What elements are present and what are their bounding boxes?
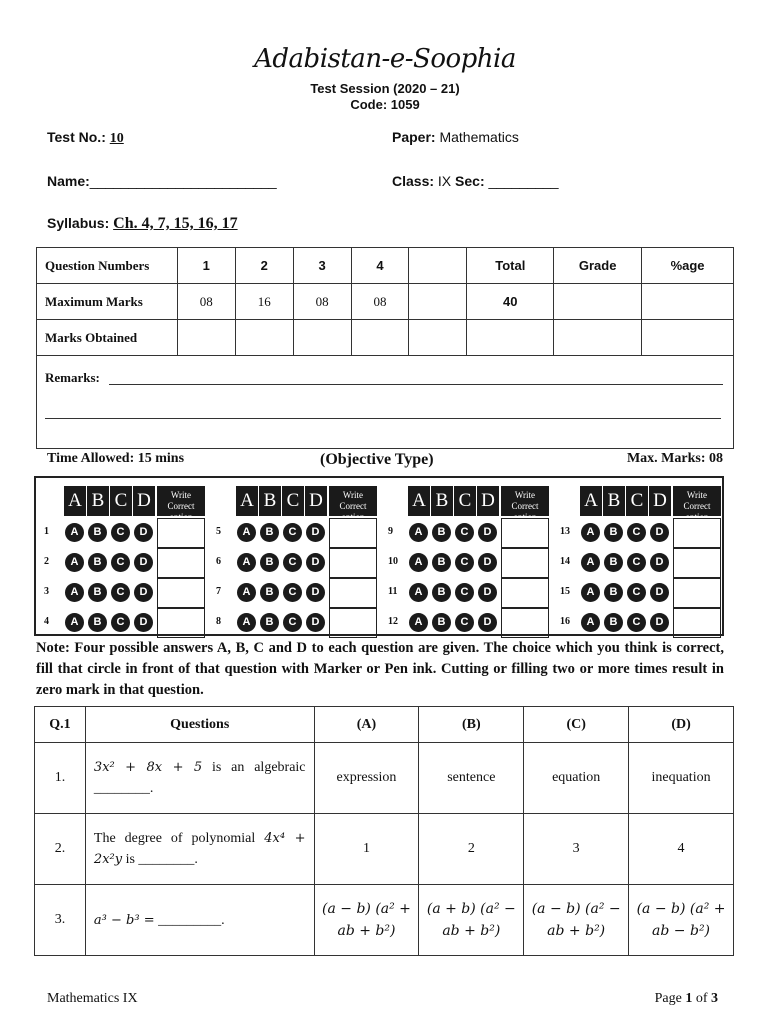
grade-cell: [554, 284, 642, 320]
answer-row: [214, 518, 378, 548]
answer-group: [42, 484, 206, 634]
test-session: Test Session (2020 – 21): [310, 81, 460, 96]
remarks-line: [109, 384, 723, 385]
option-a: (a − b) (a² + ab + b²): [314, 885, 419, 956]
question-row: [35, 885, 734, 956]
answer-bubble-c[interactable]: C: [455, 523, 474, 542]
test-no-value: 10: [109, 131, 124, 146]
header-option-b: (B): [419, 707, 524, 743]
time-allowed: Time Allowed: 15 mins: [47, 451, 185, 466]
remarks-line: [45, 418, 721, 419]
answer-bubble-b[interactable]: B: [604, 553, 623, 572]
answer-bubble-b[interactable]: B: [432, 613, 451, 632]
option-c: (a − b) (a² − ab + b²): [524, 885, 629, 956]
obtained-percentage-cell[interactable]: [642, 320, 734, 356]
write-correct-option-box[interactable]: [673, 548, 721, 578]
max-mark-cell: 08: [293, 284, 351, 320]
maximum-marks-row: [37, 284, 734, 320]
answer-question-number: 12: [388, 616, 398, 627]
answer-bubble-b[interactable]: B: [432, 583, 451, 602]
max-mark-cell: [409, 284, 467, 320]
answer-bubble-b[interactable]: B: [88, 613, 107, 632]
answer-bubble-b[interactable]: B: [260, 583, 279, 602]
question-row: [35, 814, 734, 885]
answer-question-number: 8: [216, 616, 221, 627]
answer-bubble-d[interactable]: D: [650, 583, 669, 602]
write-correct-option-header: Write Correct option: [501, 486, 549, 516]
qnum-cell: 2: [235, 248, 293, 284]
answer-bubble-b[interactable]: B: [604, 583, 623, 602]
answer-question-number: 9: [388, 526, 393, 537]
answer-bubble-c[interactable]: C: [455, 583, 474, 602]
answer-bubble-c[interactable]: C: [627, 583, 646, 602]
answer-row: [386, 608, 550, 638]
answer-row: [214, 578, 378, 608]
write-correct-option-box[interactable]: [157, 608, 205, 638]
obtained-grade-cell[interactable]: [554, 320, 642, 356]
option-letter: C: [454, 486, 476, 516]
option-letter: D: [133, 486, 155, 516]
answer-bubble-d[interactable]: D: [134, 613, 153, 632]
answer-bubble-a[interactable]: A: [581, 583, 600, 602]
answer-row: [214, 608, 378, 638]
answer-bubble-a[interactable]: A: [65, 583, 84, 602]
answer-bubble-c[interactable]: C: [627, 553, 646, 572]
option-letter: D: [649, 486, 671, 516]
option-letter: C: [110, 486, 132, 516]
answer-bubble-d[interactable]: D: [134, 553, 153, 572]
obtained-cell[interactable]: [177, 320, 235, 356]
remarks-cell[interactable]: [37, 356, 734, 449]
footer-subject: Mathematics IX: [47, 991, 138, 1006]
question-numbers-label: Question Numbers: [37, 248, 178, 284]
answer-question-number: 13: [560, 526, 570, 537]
option-letter: D: [305, 486, 327, 516]
answer-bubble-b[interactable]: B: [260, 553, 279, 572]
option-b: (a + b) (a² − ab + b²): [419, 885, 524, 956]
answer-bubble-a[interactable]: A: [65, 553, 84, 572]
option-d: 4: [629, 814, 734, 885]
remarks-label: Remarks:: [45, 370, 100, 385]
remarks-row: [37, 356, 734, 449]
marks-obtained-row: [37, 320, 734, 356]
marks-obtained-label: Marks Obtained: [37, 320, 178, 356]
option-letter: D: [477, 486, 499, 516]
obtained-cell[interactable]: [293, 320, 351, 356]
write-correct-option-box[interactable]: [157, 518, 205, 548]
answer-row: [214, 548, 378, 578]
header-option-a: (A): [314, 707, 419, 743]
answer-bubble-b[interactable]: B: [88, 553, 107, 572]
max-mark-cell: 08: [177, 284, 235, 320]
question-number: 1.: [35, 743, 86, 814]
header-option-d: (D): [629, 707, 734, 743]
question-text: a³ − b³ = _________.: [85, 885, 314, 956]
option-letter: B: [87, 486, 109, 516]
answer-bubble-a[interactable]: A: [65, 523, 84, 542]
header-option-c: (C): [524, 707, 629, 743]
answer-bubble-c[interactable]: C: [111, 613, 130, 632]
answer-bubble-a[interactable]: A: [409, 523, 428, 542]
write-correct-option-box[interactable]: [501, 578, 549, 608]
page-number: Page 1 of 3: [654, 991, 718, 1006]
name-field[interactable]: Name:________________________: [47, 173, 277, 189]
answer-question-number: 3: [44, 586, 49, 597]
option-a: expression: [314, 743, 419, 814]
answer-bubble-a[interactable]: A: [409, 553, 428, 572]
answer-bubble-c[interactable]: C: [627, 613, 646, 632]
answer-question-number: 14: [560, 556, 570, 567]
qnum-cell: 3: [293, 248, 351, 284]
answer-question-number: 15: [560, 586, 570, 597]
qnum-cell: 1: [177, 248, 235, 284]
option-d: inequation: [629, 743, 734, 814]
answer-question-number: 4: [44, 616, 49, 627]
answer-bubble-d[interactable]: D: [478, 553, 497, 572]
option-b: sentence: [419, 743, 524, 814]
answer-bubble-a[interactable]: A: [237, 583, 256, 602]
obtained-cell[interactable]: [409, 320, 467, 356]
answer-row: [386, 518, 550, 548]
answer-bubble-a[interactable]: A: [409, 613, 428, 632]
answer-bubble-d[interactable]: D: [306, 523, 325, 542]
option-c: 3: [524, 814, 629, 885]
write-correct-option-box[interactable]: [501, 548, 549, 578]
answer-bubble-d[interactable]: D: [306, 553, 325, 572]
option-letters-header: [408, 486, 500, 516]
answer-bubble-b[interactable]: B: [260, 613, 279, 632]
answer-question-number: 11: [388, 586, 398, 597]
option-b: 2: [419, 814, 524, 885]
max-mark-cell: 16: [235, 284, 293, 320]
option-letter: B: [431, 486, 453, 516]
option-letter: B: [603, 486, 625, 516]
write-correct-option-header: Write Correct option: [673, 486, 721, 516]
answer-bubble-c[interactable]: C: [455, 553, 474, 572]
question-number: 2.: [35, 814, 86, 885]
answer-row: [558, 548, 722, 578]
write-correct-option-box[interactable]: [329, 608, 377, 638]
percentage-header: %age: [642, 248, 734, 284]
test-no: Test No.: 10: [47, 129, 124, 146]
write-correct-option-box[interactable]: [673, 518, 721, 548]
answer-bubble-a[interactable]: A: [237, 553, 256, 572]
syllabus-value: Ch. 4, 7, 15, 16, 17: [113, 215, 238, 232]
write-correct-option-box[interactable]: [157, 548, 205, 578]
header-qnum: Q.1: [35, 707, 86, 743]
answer-bubble-d[interactable]: D: [306, 613, 325, 632]
obtained-cell[interactable]: [351, 320, 409, 356]
qnum-cell: 4: [351, 248, 409, 284]
answer-row: [386, 548, 550, 578]
answer-question-number: 2: [44, 556, 49, 567]
answer-question-number: 10: [388, 556, 398, 567]
answer-bubble-c[interactable]: C: [111, 523, 130, 542]
answer-group: [386, 484, 550, 634]
objective-max-marks: Max. Marks: 08: [626, 451, 723, 466]
paper-value: Mathematics: [439, 129, 519, 145]
answer-question-number: 5: [216, 526, 221, 537]
write-correct-option-box[interactable]: [673, 608, 721, 638]
answer-bubble-b[interactable]: B: [260, 523, 279, 542]
answer-row: [42, 548, 206, 578]
write-correct-option-header: Write Correct option: [157, 486, 205, 516]
total-marks-cell: 40: [467, 284, 554, 320]
question-numbers-row: [37, 248, 734, 284]
answer-bubble-b[interactable]: B: [604, 523, 623, 542]
answer-bubble-b[interactable]: B: [88, 523, 107, 542]
test-code: Code: 1059: [350, 97, 420, 112]
write-correct-option-box[interactable]: [329, 578, 377, 608]
question-row: [35, 743, 734, 814]
option-letter: C: [626, 486, 648, 516]
answer-row: [42, 518, 206, 548]
option-letters-header: [236, 486, 328, 516]
percentage-cell: [642, 284, 734, 320]
write-correct-option-box[interactable]: [501, 518, 549, 548]
max-mark-cell: 08: [351, 284, 409, 320]
class-sec: Class: IX Sec: _________: [392, 173, 559, 189]
class-value: IX: [437, 173, 452, 189]
instructions-note: Note: Four possible answers A, B, C and D to each question are given. The choice which you think is correct, fill that circle in front of that question with Marker or Pen ink. Cutting or filling two or more times result in zero mark in that question.: [36, 640, 724, 698]
answer-bubble-c[interactable]: C: [111, 583, 130, 602]
option-letter: A: [408, 486, 430, 516]
write-correct-option-box[interactable]: [157, 578, 205, 608]
answer-question-number: 16: [560, 616, 570, 627]
write-correct-option-box[interactable]: [329, 548, 377, 578]
syllabus: Syllabus: Ch. 4, 7, 15, 16, 17: [47, 215, 238, 232]
answer-row: [558, 518, 722, 548]
answer-question-number: 1: [44, 526, 49, 537]
answer-sheet: [34, 476, 724, 636]
write-correct-option-box[interactable]: [673, 578, 721, 608]
question-text: 3x² + 8x + 5 is an algebraic ________.: [85, 743, 314, 814]
sec-field[interactable]: _________: [488, 173, 559, 189]
answer-group: [558, 484, 722, 634]
grade-header: Grade: [554, 248, 642, 284]
answer-bubble-c[interactable]: C: [111, 553, 130, 572]
answer-bubble-a[interactable]: A: [581, 553, 600, 572]
answer-bubble-a[interactable]: A: [581, 613, 600, 632]
option-letter: C: [282, 486, 304, 516]
answer-group: [214, 484, 378, 634]
answer-bubble-d[interactable]: D: [306, 583, 325, 602]
option-letter: B: [259, 486, 281, 516]
answer-bubble-c[interactable]: C: [283, 523, 302, 542]
marks-table: [36, 247, 734, 449]
answer-bubble-a[interactable]: A: [65, 613, 84, 632]
write-correct-option-box[interactable]: [501, 608, 549, 638]
answer-bubble-b[interactable]: B: [88, 583, 107, 602]
questions-table: [34, 706, 734, 956]
option-letter: A: [580, 486, 602, 516]
answer-bubble-c[interactable]: C: [627, 523, 646, 542]
question-text: The degree of polynomial 4x⁴ + 2x²y is ________.: [85, 814, 314, 885]
option-letter: A: [64, 486, 86, 516]
answer-bubble-d[interactable]: D: [478, 613, 497, 632]
option-d: (a − b) (a² + ab − b²): [629, 885, 734, 956]
qnum-cell: [409, 248, 467, 284]
answer-bubble-a[interactable]: A: [581, 523, 600, 542]
write-correct-option-box[interactable]: [329, 518, 377, 548]
questions-header-row: [35, 707, 734, 743]
answer-bubble-b[interactable]: B: [432, 523, 451, 542]
total-header: Total: [467, 248, 554, 284]
answer-bubble-c[interactable]: C: [283, 553, 302, 572]
answer-question-number: 7: [216, 586, 221, 597]
answer-bubble-a[interactable]: A: [237, 523, 256, 542]
answer-bubble-b[interactable]: B: [604, 613, 623, 632]
answer-bubble-d[interactable]: D: [478, 523, 497, 542]
objective-title: (Objective Type): [320, 451, 434, 468]
option-letters-header: [580, 486, 672, 516]
answer-bubble-c[interactable]: C: [283, 613, 302, 632]
question-number: 3.: [35, 885, 86, 956]
answer-row: [386, 578, 550, 608]
option-a: 1: [314, 814, 419, 885]
answer-bubble-d[interactable]: D: [650, 613, 669, 632]
answer-bubble-a[interactable]: A: [409, 583, 428, 602]
answer-row: [42, 608, 206, 638]
answer-row: [558, 578, 722, 608]
answer-bubble-d[interactable]: D: [478, 583, 497, 602]
answer-bubble-d[interactable]: D: [134, 583, 153, 602]
option-c: equation: [524, 743, 629, 814]
answer-bubble-c[interactable]: C: [455, 613, 474, 632]
answer-row: [558, 608, 722, 638]
obtained-cell[interactable]: [235, 320, 293, 356]
answer-bubble-a[interactable]: A: [237, 613, 256, 632]
school-name: Adabistan-e-Soophia: [254, 44, 516, 74]
paper: Paper: Mathematics: [392, 129, 519, 145]
answer-bubble-d[interactable]: D: [650, 523, 669, 542]
option-letters-header: [64, 486, 156, 516]
header-questions: Questions: [85, 707, 314, 743]
answer-question-number: 6: [216, 556, 221, 567]
maximum-marks-label: Maximum Marks: [37, 284, 178, 320]
write-correct-option-header: Write Correct option: [329, 486, 377, 516]
answer-bubble-d[interactable]: D: [650, 553, 669, 572]
answer-bubble-b[interactable]: B: [432, 553, 451, 572]
answer-row: [42, 578, 206, 608]
option-letter: A: [236, 486, 258, 516]
answer-bubble-d[interactable]: D: [134, 523, 153, 542]
obtained-total-cell[interactable]: [467, 320, 554, 356]
answer-bubble-c[interactable]: C: [283, 583, 302, 602]
